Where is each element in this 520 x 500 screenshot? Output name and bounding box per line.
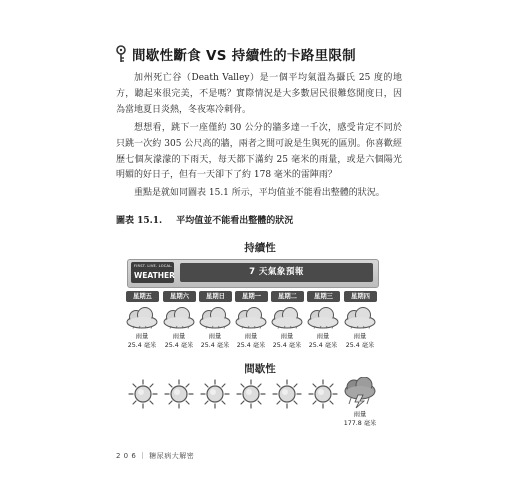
storm-rain-label [342, 410, 378, 428]
rain-amount: 25.4 毫米 [164, 342, 194, 349]
rain-amount: 25.4 毫米 [127, 342, 157, 349]
page-footer: 2 0 6 ｜ 糖尿病大解密 [116, 452, 195, 460]
rain-label-title: 雨量 [244, 333, 258, 340]
rain-label-title: 雨量 [208, 333, 222, 340]
paragraph-text: 重點是就如同圖表 15.1 所示，平均值並不能看出整體的狀況。 [134, 188, 385, 198]
body-paragraph-1 [116, 71, 402, 118]
rain-label-title: 雨量 [172, 333, 186, 340]
rain-label [197, 332, 233, 350]
figure-caption [116, 213, 307, 226]
rain-label [161, 332, 197, 350]
section-heading [114, 44, 356, 64]
rain-label [342, 332, 378, 350]
day-tab: 星期五 [126, 291, 159, 302]
rain-label-title: 雨量 [135, 333, 149, 340]
day-tab: 星期一 [235, 291, 268, 302]
weather-logo [131, 262, 174, 283]
rain-amount: 177.8 毫米 [343, 420, 377, 427]
cloud-icon [198, 305, 232, 329]
rain-label-title: 雨量 [280, 333, 294, 340]
rain-amount: 25.4 毫米 [308, 342, 338, 349]
sun-icon [272, 379, 302, 409]
rain-label [269, 332, 305, 350]
rain-amount: 25.4 毫米 [236, 342, 266, 349]
figure-caption-text: 平均值並不能看出整體的狀況 [176, 216, 294, 226]
rain-amount: 25.4 毫米 [272, 342, 302, 349]
panel-title-continuous: 持續性 [244, 242, 276, 254]
day-tab: 星期日 [199, 291, 232, 302]
body-paragraph-3 [116, 186, 402, 202]
key-icon [114, 45, 128, 63]
thunderstorm-icon [341, 377, 379, 409]
day-tab: 星期四 [344, 291, 377, 302]
forecast-title: 7 天氣象預報 [180, 263, 373, 282]
day-tab: 星期三 [307, 291, 340, 302]
cloud-icon [343, 305, 377, 329]
figure-label: 圖表 15.1. [116, 216, 163, 226]
sun-icon [200, 379, 230, 409]
day-tab: 星期六 [163, 291, 196, 302]
cloud-icon [234, 305, 268, 329]
rain-label-title: 雨量 [353, 411, 367, 418]
logo-wordmark: WEATHER [134, 271, 175, 280]
rain-label [124, 332, 160, 350]
sun-icon [164, 379, 194, 409]
paragraph-text: 想想看，跳下一座僅約 30 公分的牆多達一千次，感受肯定不同於只跳一次約 305 公尺高的牆，兩者之間可說是生與死的區別。你喜歡經歷七個灰濛濛的下雨天，每天都下滿約 25 毫米的雨量，或是六個陽光明媚的好日子，但有一天卻下了約 178 毫米的雷陣雨？ [116, 123, 402, 181]
rain-label [305, 332, 341, 350]
rain-label [233, 332, 269, 350]
rain-label-title: 雨量 [316, 333, 330, 340]
heading-text: 間歇性斷食 VS 持續性的卡路里限制 [132, 48, 356, 64]
body-paragraph-2 [116, 121, 402, 184]
sun-icon [128, 379, 158, 409]
panel-title-intermittent: 間歇性 [244, 363, 276, 375]
logo-tagline: FIRST. LIVE. LOCAL. [134, 264, 173, 268]
cloud-icon [270, 305, 304, 329]
cloud-icon [306, 305, 340, 329]
rain-label-title: 雨量 [353, 333, 367, 340]
sun-icon [236, 379, 266, 409]
rain-amount: 25.4 毫米 [200, 342, 230, 349]
cloud-icon [162, 305, 196, 329]
cloud-icon [125, 305, 159, 329]
day-tab: 星期二 [271, 291, 304, 302]
rain-amount: 25.4 毫米 [345, 342, 375, 349]
paragraph-text: 加州死亡谷（Death Valley）是一個平均氣溫為攝氏 25 度的地方，聽起來很完美，不是嗎？實際情況是大多數居民很難悠閒度日，因為當地夏日炎熱，冬夜寒冷刺骨。 [116, 73, 402, 115]
weather-banner [127, 259, 379, 288]
sun-icon [308, 379, 338, 409]
